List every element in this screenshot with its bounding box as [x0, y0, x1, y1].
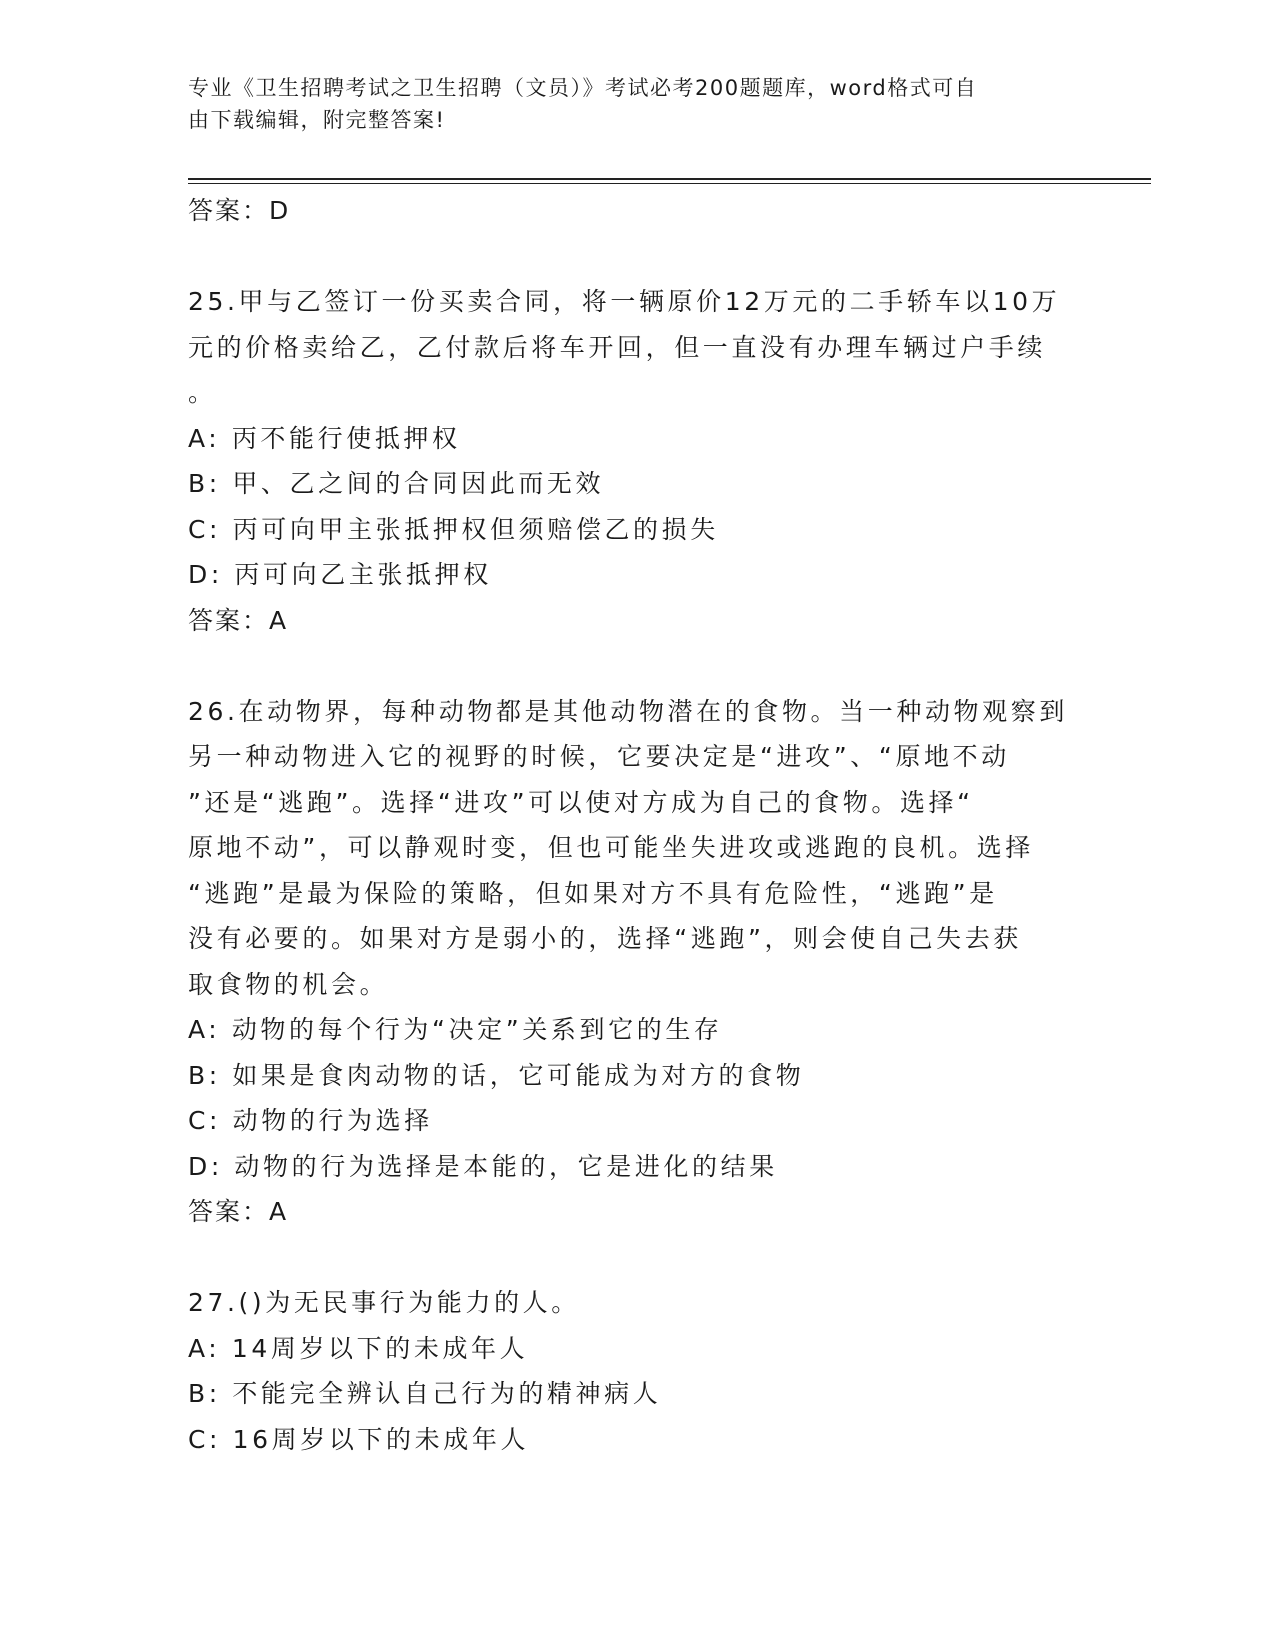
spacer [188, 233, 1088, 279]
question-line: 原地不动”，可以静观时变，但也可能坐失进攻或逃跑的良机。选择 [188, 833, 1034, 862]
header-line-1: 专业《卫生招聘考试之卫生招聘（文员）》考试必考200题题库，word格式可自 [188, 76, 978, 100]
question-line: 26.在动物界，每种动物都是其他动物潜在的食物。当一种动物观察到 [188, 696, 1068, 726]
option-c: C: 16周岁以下的未成年人 [188, 1424, 530, 1454]
option-a: A: 丙不能行使抵押权 [188, 423, 461, 453]
answer-label: 答案：D [188, 196, 291, 225]
document-body [188, 188, 1088, 1462]
header-rule-thick [188, 178, 1151, 180]
question-line: ”还是“逃跑”。选择“进攻”可以使对方成为自己的食物。选择“ [188, 787, 974, 817]
option-b: B: 甲、乙之间的合同因此而无效 [188, 469, 605, 498]
option-a: A: 动物的每个行为“决定”关系到它的生存 [188, 1015, 723, 1044]
option-a: A: 14周岁以下的未成年人 [188, 1333, 529, 1363]
spacer [188, 643, 1088, 689]
header-line-2: 由下载编辑，附完整答案! [188, 108, 446, 132]
option-b: B: 不能完全辨认自己行为的精神病人 [188, 1379, 662, 1408]
question-27 [188, 1280, 1088, 1462]
option-b: B: 如果是食肉动物的话，它可能成为对方的食物 [188, 1060, 805, 1090]
option-c: C: 丙可向甲主张抵押权但须赔偿乙的损失 [188, 514, 719, 544]
answer-label: 答案：A [188, 1197, 289, 1226]
question-line: “逃跑”是最为保险的策略，但如果对方不具有危险性，“逃跑”是 [188, 878, 998, 908]
question-text [188, 689, 1088, 1008]
document-header [188, 72, 1088, 136]
question-line: 取食物的机会。 [188, 969, 389, 999]
question-line: 没有必要的。如果对方是弱小的，选择“逃跑”，则会使自己失去获 [188, 924, 1022, 953]
question-line: 另一种动物进入它的视野的时候，它要决定是“进攻”、“原地不动 [188, 742, 1010, 771]
question-26 [188, 689, 1088, 1235]
spacer [188, 1234, 1088, 1280]
question-line: 25.甲与乙签订一份买卖合同，将一辆原价12万元的二手轿车以10万 [188, 287, 1061, 316]
question-25 [188, 279, 1088, 643]
question-text [188, 279, 1088, 416]
question-text [188, 1280, 1088, 1326]
option-d: D: 动物的行为选择是本能的，它是进化的结果 [188, 1151, 778, 1181]
option-c: C: 动物的行为选择 [188, 1106, 433, 1135]
option-d: D: 丙可向乙主张抵押权 [188, 560, 492, 589]
header-rule-thin [188, 183, 1151, 184]
question-line: 。 [188, 378, 217, 407]
question-line: 27.()为无民事行为能力的人。 [188, 1288, 580, 1317]
question-line: 元的价格卖给乙，乙付款后将车开回，但一直没有办理车辆过户手续 [188, 332, 1047, 362]
answer-label: 答案：A [188, 605, 289, 635]
